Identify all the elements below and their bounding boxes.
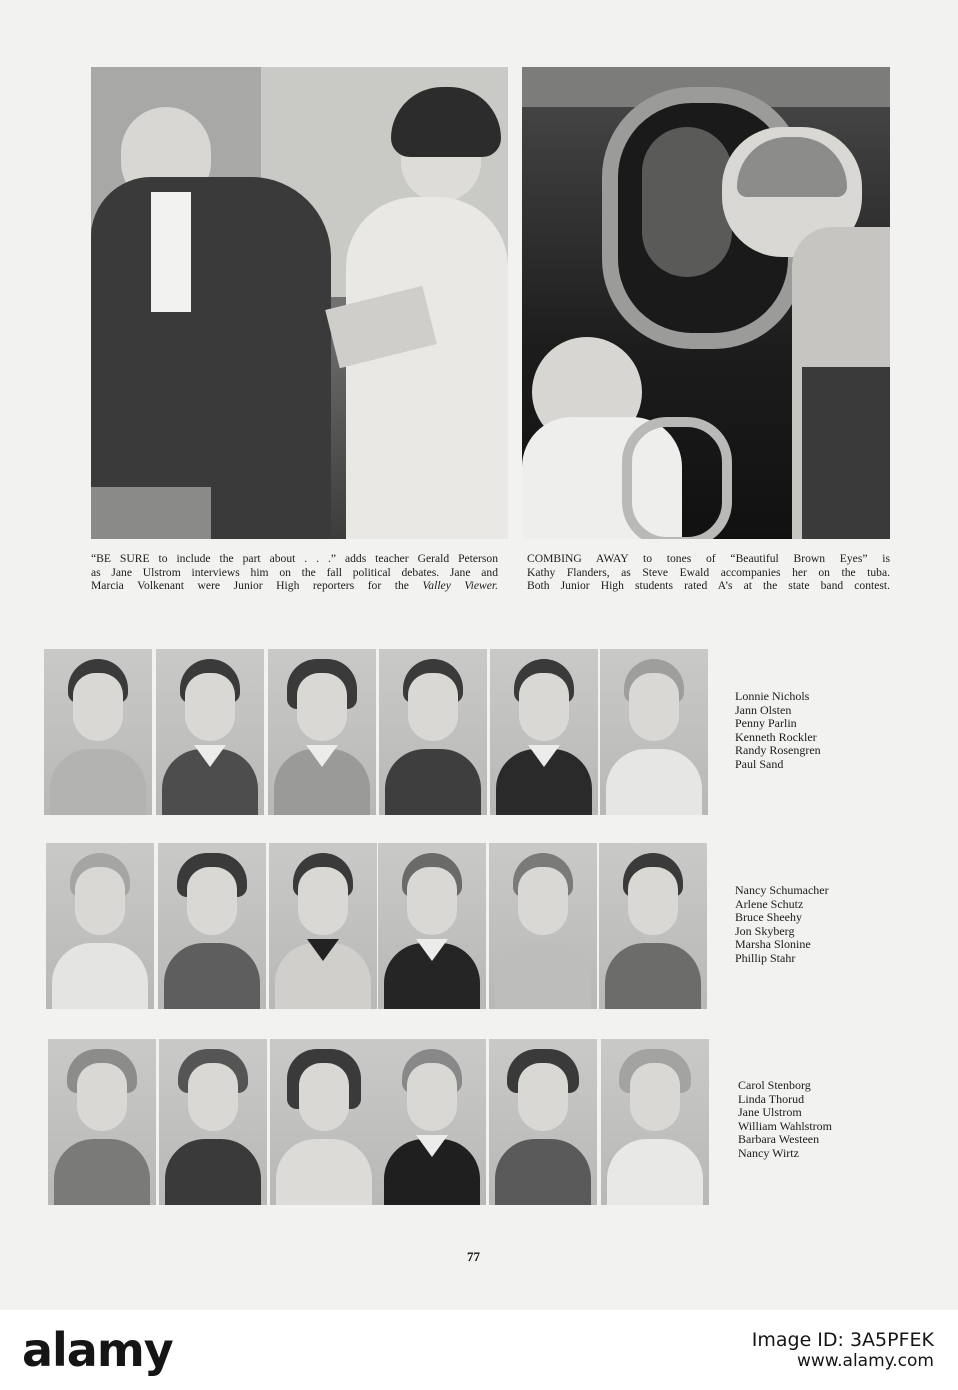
image-id: Image ID: 3A5PFEK: [751, 1329, 934, 1351]
portrait: [156, 649, 264, 815]
left-caption-line-1: “BE SURE to include the part about . . .” adds teacher Gerald Peterson: [91, 552, 498, 565]
student-name: Jon Skyberg: [735, 923, 795, 938]
portrait: [48, 1039, 156, 1205]
left-caption-line-3-text: Marcia Volkenant were Junior High reporters for the: [91, 579, 423, 592]
portrait: [270, 1039, 378, 1205]
page-number: 77: [467, 1249, 480, 1264]
portrait: [268, 649, 376, 815]
portrait-row-2: [44, 843, 712, 1011]
student-name: Randy Rosengren: [735, 743, 821, 757]
portrait: [599, 843, 707, 1009]
names-row-1: [735, 690, 821, 771]
portrait: [379, 649, 487, 815]
valley-viewer-title: Valley Viewer.: [422, 579, 498, 592]
right-caption-line-3: Both Junior High students rated A’s at the state band contest.: [527, 579, 890, 592]
student-name: Lonnie Nichols: [735, 689, 810, 703]
names-row-3: [738, 1079, 832, 1160]
portrait: [378, 1039, 486, 1205]
student-name: Carol Stenborg: [738, 1078, 811, 1092]
names-row-2: [735, 884, 829, 965]
portrait-row-1: [44, 649, 712, 817]
right-caption-line-2: Kathy Flanders, as Steve Ewald accompanies her on the tuba.: [527, 565, 890, 579]
portrait-row-3: [44, 1039, 712, 1207]
student-name: Arlene Schutz: [735, 896, 804, 911]
portrait: [159, 1039, 267, 1205]
student-name: Penny Parlin: [735, 716, 797, 730]
student-name: Jann Olsten: [735, 702, 792, 717]
student-name: Jane Ulstrom: [738, 1105, 802, 1119]
right-caption-line-1: COMBING AWAY to tones of “Beautiful Brown Eyes” is: [527, 552, 890, 565]
tuba-photo: [522, 67, 890, 539]
portrait: [489, 843, 597, 1009]
student-name: Kenneth Rockler: [735, 729, 817, 744]
portrait: [378, 843, 486, 1009]
portrait: [44, 649, 152, 815]
portrait: [600, 649, 708, 815]
stock-watermark-bar: [0, 1310, 958, 1390]
portrait: [601, 1039, 709, 1205]
student-name: Nancy Schumacher: [735, 883, 829, 897]
student-name: Barbara Westeen: [738, 1132, 820, 1146]
portrait: [46, 843, 154, 1009]
student-name: Marsha Slonine: [735, 937, 811, 951]
right-photo-caption: [527, 552, 890, 593]
left-caption-line-2: as Jane Ulstrom interviews him on the fall political debates. Jane and: [91, 565, 498, 579]
student-name: Linda Thorud: [738, 1091, 805, 1106]
portrait: [490, 649, 598, 815]
left-photo-caption: [91, 552, 498, 593]
portrait: [489, 1039, 597, 1205]
alamy-logo: alamy: [22, 1323, 173, 1377]
watermark-url: www.alamy.com: [796, 1351, 934, 1371]
student-name: William Wahlstrom: [738, 1118, 832, 1133]
watermark-info: [752, 1329, 934, 1371]
student-name: Bruce Sheehy: [735, 910, 802, 924]
student-name: Phillip Stahr: [735, 950, 796, 965]
student-name: Paul Sand: [735, 756, 784, 771]
portrait: [158, 843, 266, 1009]
teacher-interview-photo: [91, 67, 508, 539]
portrait: [269, 843, 377, 1009]
student-name: Nancy Wirtz: [738, 1145, 799, 1160]
left-caption-line-3: [91, 579, 498, 593]
